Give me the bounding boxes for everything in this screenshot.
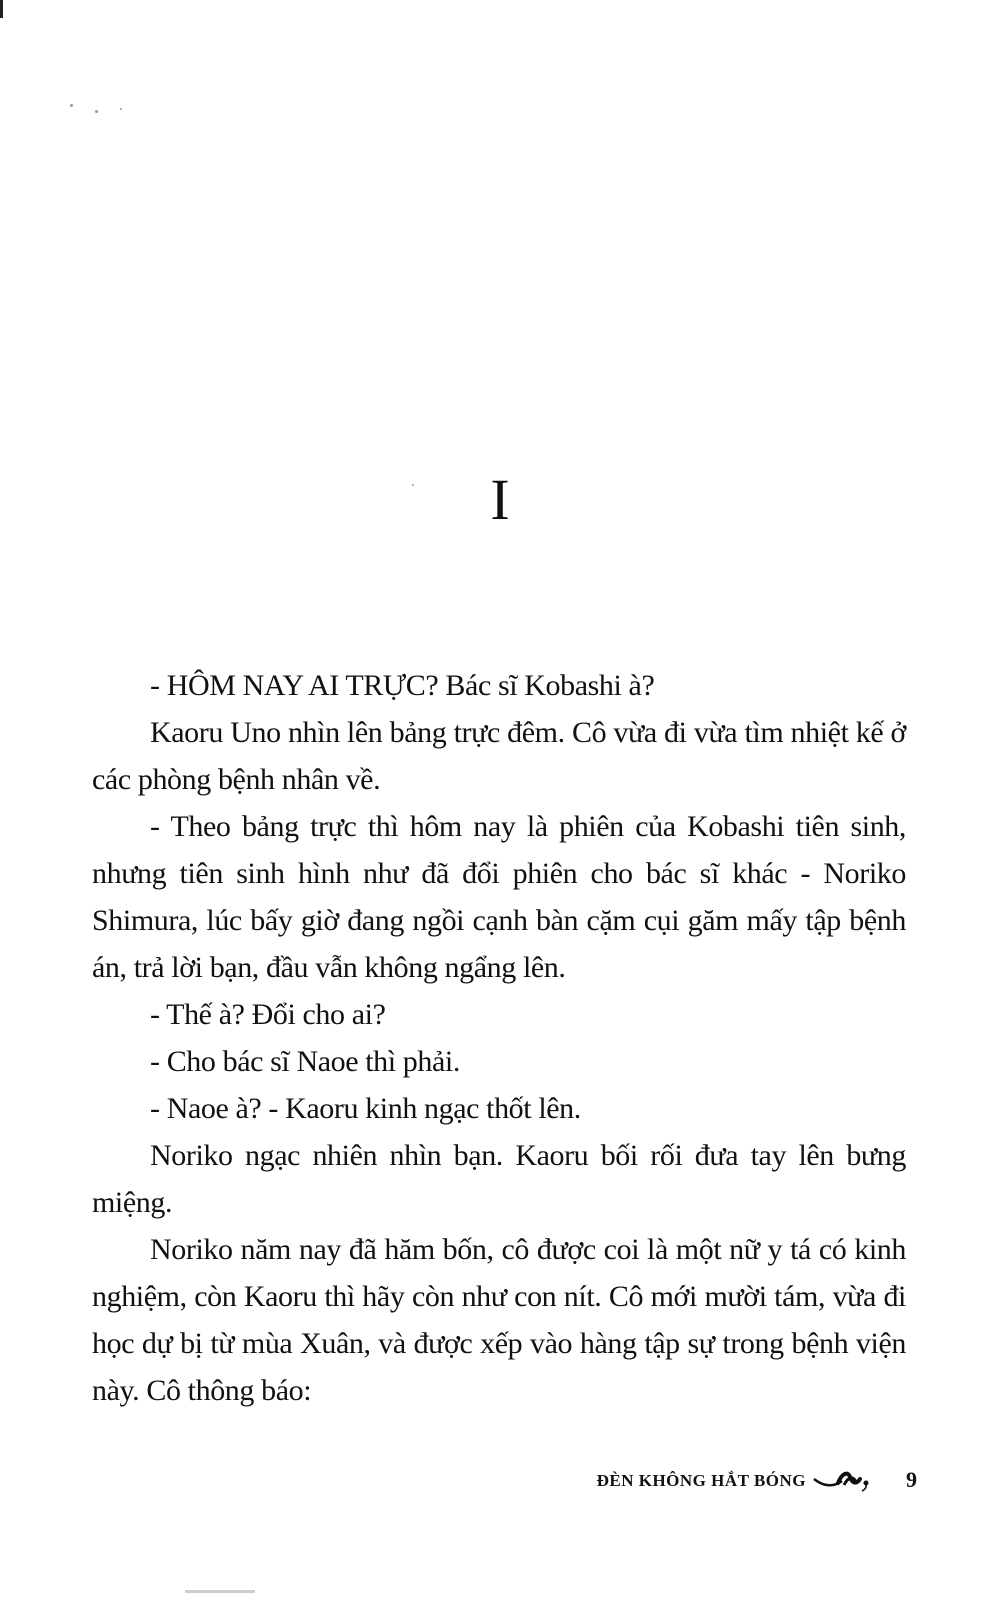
paragraph: Noriko năm nay đã hăm bốn, cô được coi là một nữ y tá có kinh nghiệm, còn Kaoru thì hãy còn như con nít. Cô mới mười tám, vừa đi học dự bị từ mùa Xuân, và được xếp vào hàng tập sự trong bệnh viện này. Cô thông báo: bbox=[92, 1233, 906, 1407]
paragraph: - Cho bác sĩ Naoe thì phải. bbox=[150, 1045, 460, 1078]
page-footer bbox=[0, 1467, 1000, 1497]
body-text bbox=[92, 662, 906, 1414]
paragraph: Kaoru Uno nhìn lên bảng trực đêm. Cô vừa đi vừa tìm nhiệt kế ở các phòng bệnh nhân về. bbox=[92, 716, 906, 796]
scan-smudge bbox=[185, 1590, 255, 1593]
paragraph: - Thế à? Đổi cho ai? bbox=[150, 998, 386, 1031]
scan-speck bbox=[95, 110, 98, 113]
paragraph: Noriko ngạc nhiên nhìn bạn. Kaoru bối rối đưa tay lên bưng miệng. bbox=[92, 1139, 906, 1219]
paragraph: - HÔM NAY AI TRỰC? Bác sĩ Kobashi à? bbox=[150, 669, 655, 702]
scan-edge-mark bbox=[0, 0, 3, 18]
running-title: ĐÈN KHÔNG HẮT BÓNG bbox=[596, 1471, 806, 1490]
chapter-number: I bbox=[490, 467, 510, 532]
page-number: 9 bbox=[906, 1467, 917, 1492]
paragraph: - Theo bảng trực thì hôm nay là phiên của Kobashi tiên sinh, nhưng tiên sinh hình như đã đổi phiên cho bác sĩ khác - Noriko Shimura, lúc bấy giờ đang ngồi cạnh bàn cặm cụi găm mấy tập bệnh án, trả lời bạn, đầu vẫn không ngẩng lên. bbox=[92, 810, 906, 984]
scan-speck bbox=[70, 104, 73, 107]
scan-speck bbox=[120, 108, 122, 110]
swash-ornament-icon bbox=[812, 1467, 872, 1493]
paragraph: - Naoe à? - Kaoru kinh ngạc thốt lên. bbox=[150, 1092, 581, 1125]
